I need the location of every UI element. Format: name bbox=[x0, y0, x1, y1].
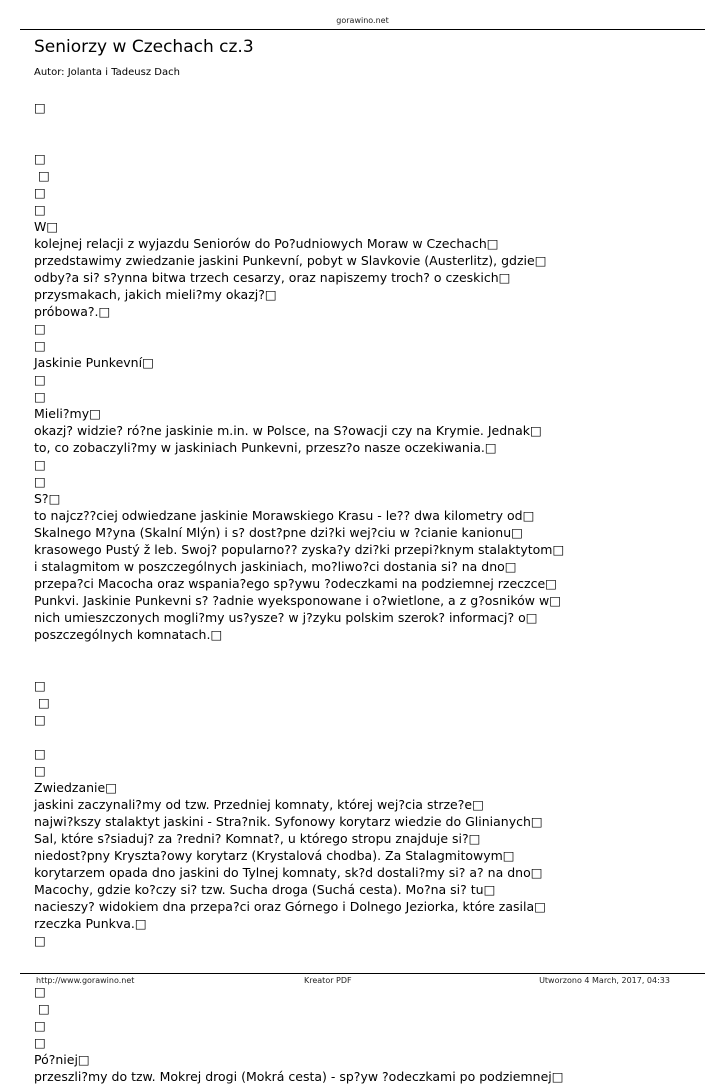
text-line: najwi?kszy stalaktyt jaskini - Stra?nik. Syfonowy korytarz wiedzie do Glinianych□ bbox=[34, 814, 543, 829]
text-line: kolejnej relacji z wyjazdu Seniorów do Po?udniowych Moraw w Czechach□ bbox=[34, 236, 499, 251]
text-line bbox=[34, 660, 694, 677]
author-line: Autor: Jolanta i Tadeusz Dach bbox=[34, 67, 180, 78]
text-line: Skalnego M?yna (Skalní Mlýn) i s? dost?pne dzi?ki wej?ciu w ?cianie kanionu□ bbox=[34, 525, 523, 540]
text-line: □ bbox=[34, 100, 46, 115]
text-line: przysmakach, jakich mieli?my okazj?□ bbox=[34, 287, 277, 302]
text-line: □ bbox=[34, 389, 46, 404]
text-line: Pó?niej□ bbox=[34, 1052, 90, 1067]
text-line: niedost?pny Kryszta?owy korytarz (Krystalová chodba). Za Stalagmitowym□ bbox=[34, 848, 515, 863]
text-line: Jaskinie Punkevní□ bbox=[34, 355, 154, 370]
text-line: □ bbox=[34, 1035, 46, 1050]
footer-divider bbox=[20, 973, 705, 974]
text-line: i stalagmitom w poszczególnych jaskiniach, mo?liwo?ci dostania si? na dno□ bbox=[34, 559, 517, 574]
text-line: □ bbox=[34, 372, 46, 387]
text-line: odby?a si? s?ynna bitwa trzech cesarzy, oraz napiszemy troch? o czeskich□ bbox=[34, 270, 511, 285]
text-line: □ bbox=[34, 185, 46, 200]
text-line: □ bbox=[34, 933, 46, 948]
text-line: W□ bbox=[34, 219, 59, 234]
footer-created-date: Utworzono 4 March, 2017, 04:33 bbox=[539, 976, 670, 985]
page-title: Seniorzy w Czechach cz.3 bbox=[34, 37, 254, 57]
text-line: □ bbox=[34, 151, 46, 166]
text-line: Zwiedzanie□ bbox=[34, 780, 118, 795]
text-line: to najcz??ciej odwiedzane jaskinie Morawskiego Krasu - le?? dwa kilometry od□ bbox=[34, 508, 535, 523]
text-line: Sal, które s?siaduj? za ?redni? Komnat?, u którego stropu znajduje si?□ bbox=[34, 831, 481, 846]
text-line: próbowa?.□ bbox=[34, 304, 111, 319]
text-line: □ bbox=[34, 678, 46, 693]
text-line: □ bbox=[34, 1018, 46, 1033]
text-line: □ bbox=[34, 202, 46, 217]
text-line: nich umieszczonych mogli?my us?ysze? w j?zyku polskim szerok? informacj? o□ bbox=[34, 610, 538, 625]
text-line: □ bbox=[34, 321, 46, 336]
header-divider bbox=[20, 29, 705, 30]
text-line: □ bbox=[38, 168, 50, 183]
footer-generator: Kreator PDF bbox=[304, 976, 352, 985]
text-line bbox=[34, 949, 694, 966]
text-line bbox=[34, 643, 694, 660]
text-line: okazj? widzie? ró?ne jaskinie m.in. w Polsce, na S?owacji czy na Krymie. Jednak□ bbox=[34, 423, 542, 438]
text-line: poszczególnych komnatach.□ bbox=[34, 627, 223, 642]
text-line: to, co zobaczyli?my w jaskiniach Punkevni, przesz?o nasze oczekiwania.□ bbox=[34, 440, 497, 455]
text-line: □ bbox=[38, 695, 50, 710]
text-line: □ bbox=[34, 474, 46, 489]
text-line: □ bbox=[34, 712, 46, 727]
text-line bbox=[34, 728, 694, 745]
text-line: □ bbox=[34, 338, 46, 353]
site-header: gorawino.net bbox=[336, 16, 389, 25]
text-line: nacieszy? widokiem dna przepa?ci oraz Górnego i Dolnego Jeziorka, które zasila□ bbox=[34, 899, 546, 914]
text-line: S?□ bbox=[34, 491, 61, 506]
text-line: □ bbox=[38, 1001, 50, 1016]
footer-url[interactable]: http://www.gorawino.net bbox=[36, 976, 135, 985]
text-line: krasowego Pustý ž leb. Swoj? popularno?? zyska?y dzi?ki przepi?knym stalaktytom□ bbox=[34, 542, 565, 557]
text-line: □ bbox=[34, 746, 46, 761]
text-line: przedstawimy zwiedzanie jaskini Punkevní, pobyt w Slavkovie (Austerlitz), gdzie□ bbox=[34, 253, 547, 268]
text-line: przeszli?my do tzw. Mokrej drogi (Mokrá cesta) - sp?yw ?odeczkami po podziemnej□ bbox=[34, 1069, 564, 1084]
text-line: Macochy, gdzie ko?czy si? tzw. Sucha droga (Suchá cesta). Mo?na si? tu□ bbox=[34, 882, 496, 897]
text-line: Punkvi. Jaskinie Punkevni s? ?adnie wyeksponowane i o?wietlone, a z g?osników w□ bbox=[34, 593, 562, 608]
text-line: korytarzem opada dno jaskini do Tylnej komnaty, sk?d dostali?my si? a? na dno□ bbox=[34, 865, 543, 880]
text-line bbox=[34, 116, 694, 133]
text-line: rzeczka Punkva.□ bbox=[34, 916, 147, 931]
text-line: jaskini zaczynali?my od tzw. Przedniej komnaty, której wej?cia strze?e□ bbox=[34, 797, 484, 812]
text-line: □ bbox=[34, 457, 46, 472]
text-line: □ bbox=[34, 984, 46, 999]
text-line: przepa?ci Macocha oraz wspania?ego sp?ywu ?odeczkami na podziemnej rzeczce□ bbox=[34, 576, 557, 591]
text-line: □ bbox=[34, 763, 46, 778]
text-line bbox=[34, 133, 694, 150]
article-body bbox=[34, 99, 694, 1085]
text-line: Mieli?my□ bbox=[34, 406, 101, 421]
